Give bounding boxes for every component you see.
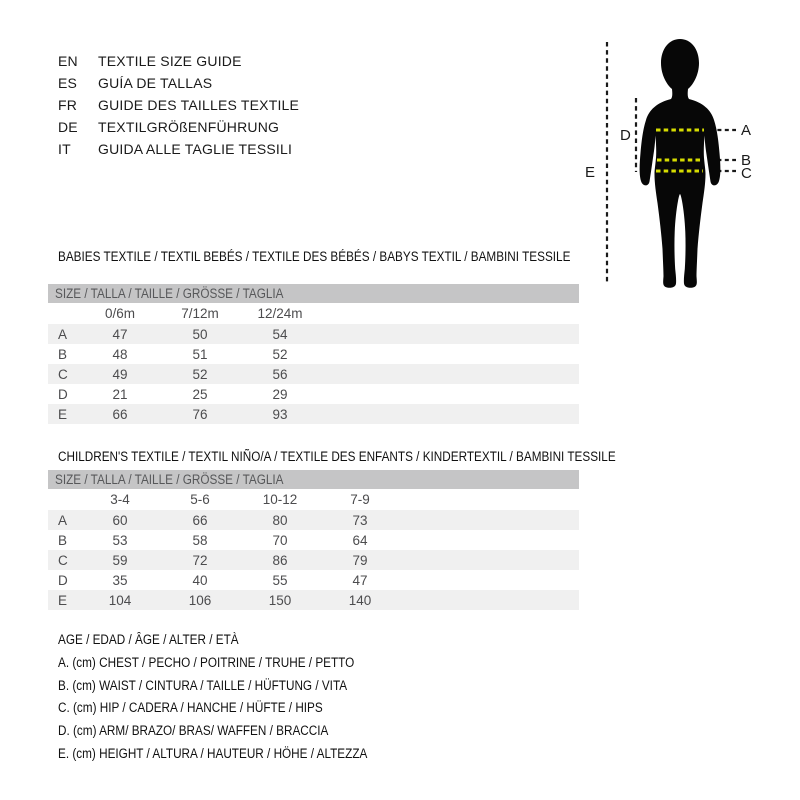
babies-size-table (48, 284, 579, 424)
table-row (48, 590, 579, 610)
size-value: 25 (192, 386, 208, 402)
babies-column-header: 7/12m (181, 306, 219, 321)
legend-text: D. (cm) ARM/ BRAZO/ BRAS/ WAFFEN / BRACCIA (58, 723, 329, 739)
size-value: 40 (192, 572, 208, 588)
language-code: DE (58, 119, 78, 135)
children-table-title (58, 449, 699, 465)
size-value: 48 (112, 346, 128, 362)
size-value: 21 (112, 386, 128, 402)
size-value: 106 (188, 592, 212, 608)
language-label: TEXTILGRÖßENFÜHRUNG (98, 119, 280, 135)
children-column-header-row (48, 489, 579, 510)
table-row (48, 364, 579, 384)
size-value: 70 (272, 532, 288, 548)
legend-text: A. (cm) CHEST / PECHO / POITRINE / TRUHE / PETTO (58, 654, 355, 670)
legend-line-hip (58, 697, 414, 720)
children-column-header: 10-12 (262, 492, 298, 507)
size-value: 53 (112, 532, 128, 548)
language-row-fr (58, 94, 299, 116)
children-size-header-band (48, 470, 579, 489)
legend-text: B. (cm) WAIST / CINTURA / TAILLE / HÜFTUNG / VITA (58, 677, 348, 693)
table-row (48, 550, 579, 570)
legend-line-waist (58, 675, 414, 698)
size-value: 51 (192, 346, 208, 362)
children-column-header: 3-4 (110, 492, 130, 507)
legend-text: C. (cm) HIP / CADERA / HANCHE / HÜFTE / HIPS (58, 700, 323, 716)
language-list (58, 50, 299, 160)
babies-table-title-text: BABIES TEXTILE / TEXTIL BEBÉS / TEXTILE DES BÉBÉS / BABYS TEXTIL / BAMBINI TESSILE (58, 249, 571, 264)
babies-size-header-band (48, 284, 579, 303)
language-label: GUÍA DE TALLAS (98, 75, 213, 91)
legend-line-height (58, 743, 414, 766)
size-value: 73 (352, 512, 368, 528)
babies-table-title (58, 249, 647, 265)
size-value: 76 (192, 406, 208, 422)
language-row-en (58, 50, 299, 72)
size-value: 150 (268, 592, 292, 608)
size-value: 86 (272, 552, 288, 568)
size-value: 60 (112, 512, 128, 528)
size-value: 80 (272, 512, 288, 528)
language-row-it (58, 138, 299, 160)
size-value: 52 (192, 366, 208, 382)
size-value: 66 (112, 406, 128, 422)
size-value: 79 (352, 552, 368, 568)
size-value: 93 (272, 406, 288, 422)
size-value: 104 (108, 592, 132, 608)
language-label: TEXTILE SIZE GUIDE (98, 53, 242, 69)
child-silhouette-figure (640, 39, 721, 288)
row-label: E (58, 592, 68, 608)
children-column-header: 5-6 (190, 492, 210, 507)
table-row (48, 530, 579, 550)
size-value: 29 (272, 386, 288, 402)
babies-column-header: 12/24m (257, 306, 303, 321)
size-value: 58 (192, 532, 208, 548)
row-label: C (58, 552, 68, 568)
row-label: D (58, 386, 68, 402)
language-code: IT (58, 141, 71, 157)
height-label: E (585, 164, 596, 181)
table-row (48, 570, 579, 590)
row-label: D (58, 572, 68, 588)
language-row-de (58, 116, 299, 138)
language-code: ES (58, 75, 78, 91)
babies-column-header: 0/6m (104, 306, 135, 321)
legend-text: E. (cm) HEIGHT / ALTURA / HAUTEUR / HÖHE / ALTEZZA (58, 745, 368, 761)
legend-line-chest (58, 652, 414, 675)
hip-label: C (741, 165, 752, 182)
size-value: 59 (112, 552, 128, 568)
children-size-header-text: SIZE / TALLA / TAILLE / GRÖSSE / TAGLIA (55, 472, 284, 487)
table-row (48, 384, 579, 404)
legend-line-age (58, 629, 414, 652)
size-value: 72 (192, 552, 208, 568)
size-value: 56 (272, 366, 288, 382)
row-label: B (58, 532, 68, 548)
row-label: E (58, 406, 68, 422)
children-size-table (48, 470, 579, 610)
row-label: A (58, 512, 68, 528)
legend-line-arm (58, 720, 414, 743)
arm-label: D (620, 127, 631, 144)
babies-size-header-text: SIZE / TALLA / TAILLE / GRÖSSE / TAGLIA (55, 286, 284, 301)
size-value: 52 (272, 346, 288, 362)
children-column-header: 7-9 (350, 492, 370, 507)
children-table-title-text: CHILDREN'S TEXTILE / TEXTIL NIÑO/A / TEXTILE DES ENFANTS / KINDERTEXTIL / BAMBINI TESSILE (58, 449, 616, 464)
size-value: 66 (192, 512, 208, 528)
size-value: 47 (352, 572, 368, 588)
waist-label: B (741, 152, 752, 169)
chest-label: A (741, 122, 752, 139)
size-value: 54 (272, 326, 288, 342)
table-row (48, 324, 579, 344)
language-row-es (58, 72, 299, 94)
language-code: FR (58, 97, 78, 113)
size-value: 140 (348, 592, 372, 608)
language-label: GUIDE DES TAILLES TEXTILE (98, 97, 300, 113)
legend-text: AGE / EDAD / ÂGE / ALTER / ETÀ (58, 632, 239, 647)
table-row (48, 510, 579, 530)
size-value: 35 (112, 572, 128, 588)
size-value: 49 (112, 366, 128, 382)
size-value: 64 (352, 532, 368, 548)
table-row (48, 344, 579, 364)
measurement-legend (58, 629, 414, 766)
row-label: A (58, 326, 68, 342)
size-value: 50 (192, 326, 208, 342)
language-label: GUIDA ALLE TAGLIE TESSILI (98, 141, 293, 157)
size-value: 55 (272, 572, 288, 588)
language-code: EN (58, 53, 78, 69)
table-row (48, 404, 579, 424)
babies-column-header-row (48, 303, 579, 324)
row-label: C (58, 366, 68, 382)
row-label: B (58, 346, 68, 362)
size-value: 47 (112, 326, 128, 342)
